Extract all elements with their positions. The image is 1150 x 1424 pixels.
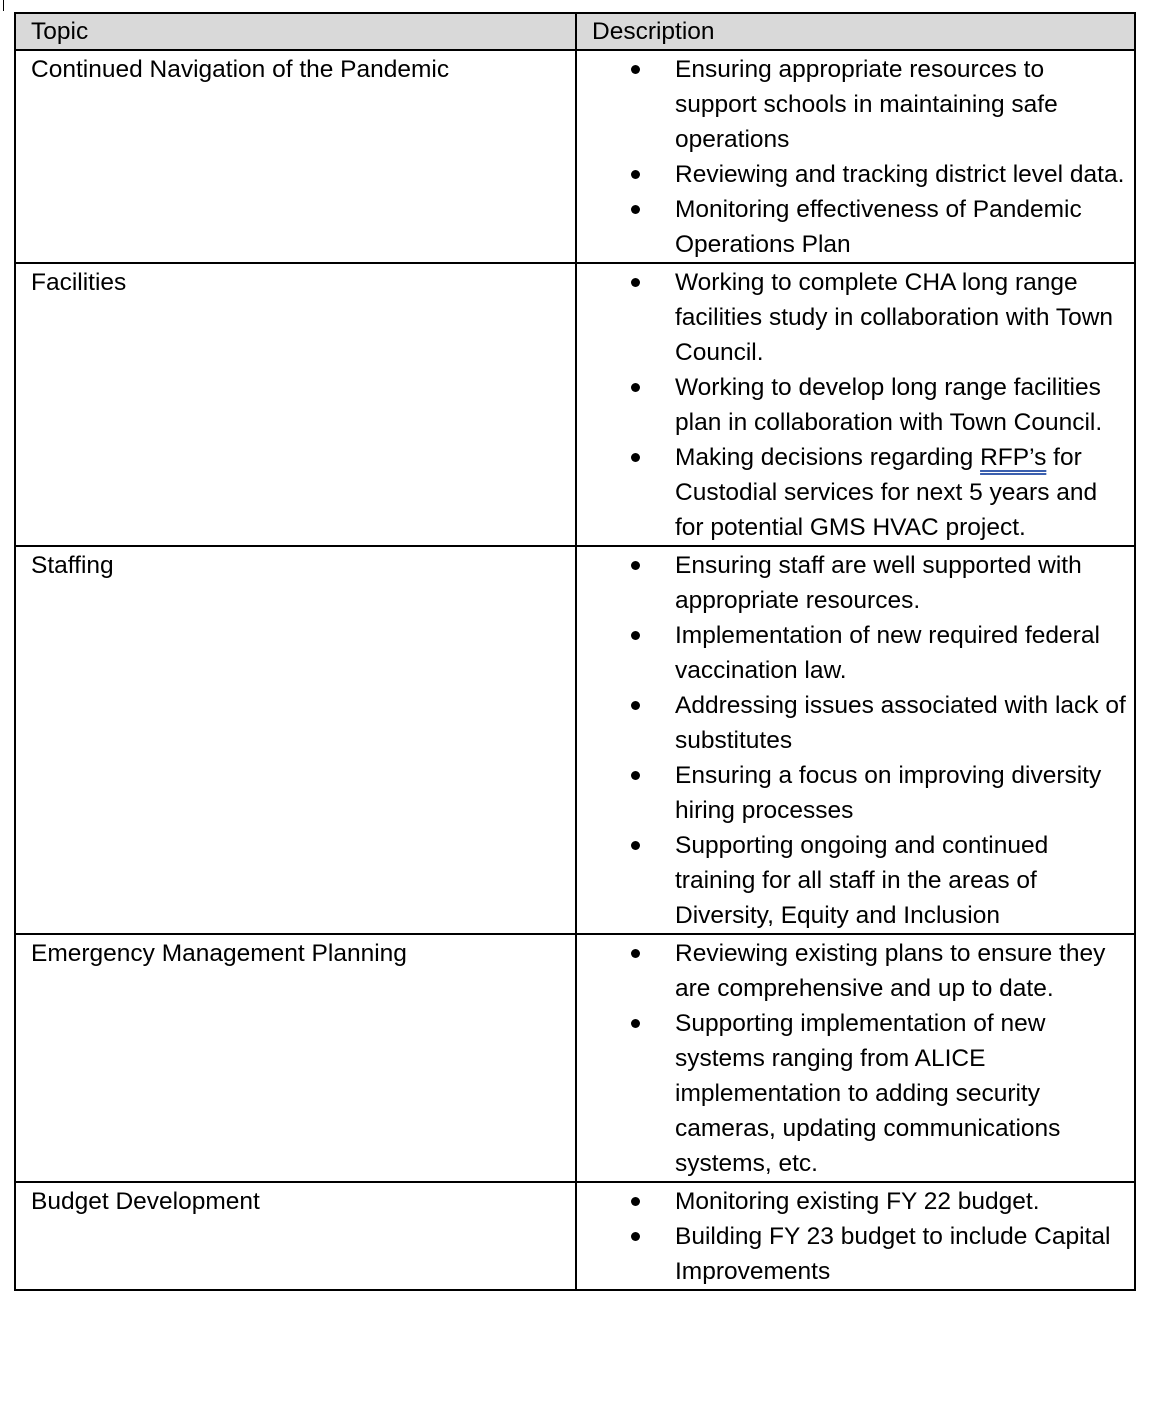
topic-cell: [15, 934, 576, 1182]
list-item-text-start: Making decisions regarding: [675, 444, 981, 471]
bullet-icon: [631, 1232, 640, 1241]
list-item-text: Working to develop long range facilities plan in collaboration with Town Council.: [675, 374, 1103, 436]
list-item-text: Reviewing and tracking district level data.: [675, 161, 1125, 188]
header-topic: [15, 13, 576, 50]
list-item: [577, 157, 1130, 192]
list-item-text: Supporting implementation of new systems ranging from ALICE implementation to adding security cameras, updating communications systems, etc.: [675, 1010, 1061, 1177]
description-list: [577, 935, 1134, 1181]
text-cursor-mark: [3, 0, 4, 11]
list-item-text: Addressing issues associated with lack of substitutes: [675, 692, 1126, 754]
bullet-icon: [631, 383, 640, 392]
list-item-text: Implementation of new required federal vaccination law.: [675, 622, 1100, 684]
list-item: [577, 265, 1130, 370]
bullet-icon: [631, 701, 640, 710]
header-description-label: Description: [592, 18, 715, 45]
list-item: [577, 1219, 1130, 1289]
spellcheck-marked-word: RFP’s: [980, 444, 1047, 471]
table-row: [15, 50, 1135, 263]
list-item: [577, 370, 1130, 440]
list-item: [577, 52, 1130, 157]
description-list: [577, 547, 1134, 933]
bullet-icon: [631, 278, 640, 287]
bullet-icon: [631, 65, 640, 74]
description-cell: [576, 263, 1135, 546]
description-cell: [576, 934, 1135, 1182]
topic-label: Emergency Management Planning: [31, 940, 407, 967]
list-item-text: Monitoring effectiveness of Pandemic Operations Plan: [675, 196, 1082, 258]
topic-cell: [15, 546, 576, 934]
header-description: [576, 13, 1135, 50]
topic-cell: [15, 263, 576, 546]
table-row: [15, 546, 1135, 934]
bullet-icon: [631, 170, 640, 179]
topic-label: Budget Development: [31, 1188, 260, 1215]
list-item-text: Building FY 23 budget to include Capital Improvements: [675, 1223, 1111, 1285]
topic-cell: [15, 50, 576, 263]
list-item: [577, 192, 1130, 262]
description-list: [577, 264, 1134, 545]
topic-label: Continued Navigation of the Pandemic: [31, 56, 450, 83]
bullet-icon: [631, 949, 640, 958]
list-item-text: Reviewing existing plans to ensure they are comprehensive and up to date.: [675, 940, 1106, 1002]
description-list: [577, 51, 1134, 262]
topics-table: [14, 12, 1136, 1291]
list-item: [577, 758, 1130, 828]
topic-label: Facilities: [31, 269, 127, 296]
bullet-icon: [631, 771, 640, 780]
header-topic-label: Topic: [31, 18, 89, 45]
list-item-text: Ensuring appropriate resources to support schools in maintaining safe operations: [675, 56, 1058, 153]
list-item: [577, 1006, 1130, 1181]
description-cell: [576, 50, 1135, 263]
table-row: [15, 263, 1135, 546]
bullet-icon: [631, 205, 640, 214]
table-row: [15, 934, 1135, 1182]
topic-label: Staffing: [31, 552, 114, 579]
list-item: [577, 618, 1130, 688]
table-row: [15, 1182, 1135, 1290]
description-list: [577, 1183, 1134, 1289]
list-item-text: Ensuring staff are well supported with appropriate resources.: [675, 552, 1082, 614]
list-item: [577, 936, 1130, 1006]
bullet-icon: [631, 561, 640, 570]
bullet-icon: [631, 631, 640, 640]
list-item: [577, 828, 1130, 933]
description-cell: [576, 546, 1135, 934]
bullet-icon: [631, 1197, 640, 1206]
list-item-text: Working to complete CHA long range facilities study in collaboration with Town Council.: [675, 269, 1114, 366]
list-item-text: Supporting ongoing and continued training for all staff in the areas of Diversity, Equity and Inclusion: [675, 832, 1049, 929]
list-item: [577, 1184, 1130, 1219]
list-item-text: Monitoring existing FY 22 budget.: [675, 1188, 1040, 1215]
list-item-text-end: for Custodial services for next 5 years and for potential GMS HVAC project.: [675, 444, 1098, 541]
bullet-icon: [631, 841, 640, 850]
list-item: [577, 688, 1130, 758]
topic-cell: [15, 1182, 576, 1290]
description-cell: [576, 1182, 1135, 1290]
list-item: [577, 440, 1130, 545]
list-item-text: Ensuring a focus on improving diversity hiring processes: [675, 762, 1102, 824]
bullet-icon: [631, 1019, 640, 1028]
header-row: [15, 13, 1135, 50]
bullet-icon: [631, 453, 640, 462]
list-item: [577, 548, 1130, 618]
